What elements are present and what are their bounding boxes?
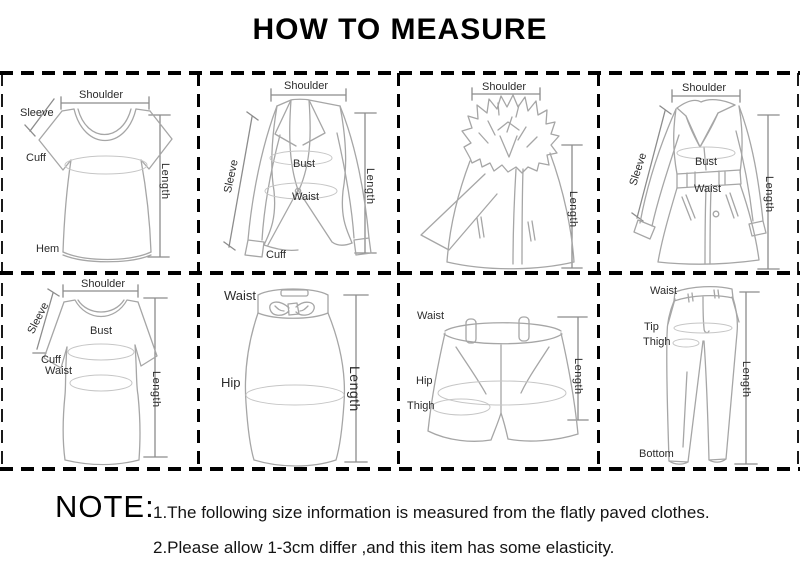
label-hip: Hip	[221, 375, 241, 390]
label-waist: Waist	[292, 191, 320, 203]
label-thigh: Thigh	[643, 336, 671, 348]
label-waist: Waist	[694, 183, 722, 195]
label-shoulder: Shoulder	[482, 81, 527, 93]
note-line-2: 2.Please allow 1-3cm differ ,and this item has some elasticity.	[153, 538, 615, 557]
label-waist: Waist	[650, 285, 678, 297]
label-shoulder: Shoulder	[81, 278, 126, 290]
label-cuff: Cuff	[266, 249, 286, 261]
pants-illustration	[600, 273, 800, 470]
label-shoulder: Shoulder	[79, 89, 124, 101]
label-length: Length	[347, 366, 363, 412]
cell-shorts	[400, 273, 600, 470]
page-title: HOW TO MEASURE	[252, 13, 548, 46]
label-length: Length	[740, 361, 752, 398]
cell-dress	[0, 273, 200, 470]
label-length: Length	[159, 163, 171, 200]
label-shoulder: Shoulder	[682, 82, 727, 94]
note-heading: NOTE:	[55, 489, 155, 524]
cell-pants	[600, 273, 800, 470]
label-bust: Bust	[90, 325, 113, 337]
note-line-1: 1.The following size information is measured from the flatly paved clothes.	[153, 503, 710, 522]
cell-blazer	[200, 73, 400, 273]
fur-coat-illustration	[400, 73, 600, 273]
label-cuff: Cuff	[41, 354, 61, 366]
label-waist: Waist	[45, 365, 73, 377]
label-length: Length	[763, 176, 775, 213]
label-bottom: Bottom	[639, 448, 674, 460]
label-tip: Tip	[644, 321, 659, 333]
label-bust: Bust	[293, 158, 316, 170]
label-sleeve: Sleeve	[25, 300, 52, 336]
label-waist: Waist	[224, 288, 257, 303]
label-length: Length	[572, 358, 584, 395]
shorts-illustration	[400, 273, 600, 470]
label-thigh: Thigh	[407, 400, 435, 412]
label-waist: Waist	[417, 310, 445, 322]
label-length: Length	[150, 371, 162, 408]
label-shoulder: Shoulder	[284, 80, 329, 92]
label-sleeve: Sleeve	[221, 158, 241, 195]
label-hip: Hip	[416, 375, 433, 387]
cell-tshirt	[0, 73, 200, 273]
label-hem: Hem	[36, 243, 60, 255]
label-bust: Bust	[695, 156, 718, 168]
dress-illustration	[0, 273, 200, 470]
cell-fur-coat	[400, 73, 600, 273]
label-sleeve: Sleeve	[627, 151, 650, 188]
label-sleeve: Sleeve	[20, 107, 54, 119]
cell-trench-coat	[600, 73, 800, 273]
label-length: Length	[567, 191, 579, 228]
cell-skirt	[200, 273, 400, 470]
label-cuff: Cuff	[26, 152, 46, 164]
label-length: Length	[364, 168, 376, 205]
